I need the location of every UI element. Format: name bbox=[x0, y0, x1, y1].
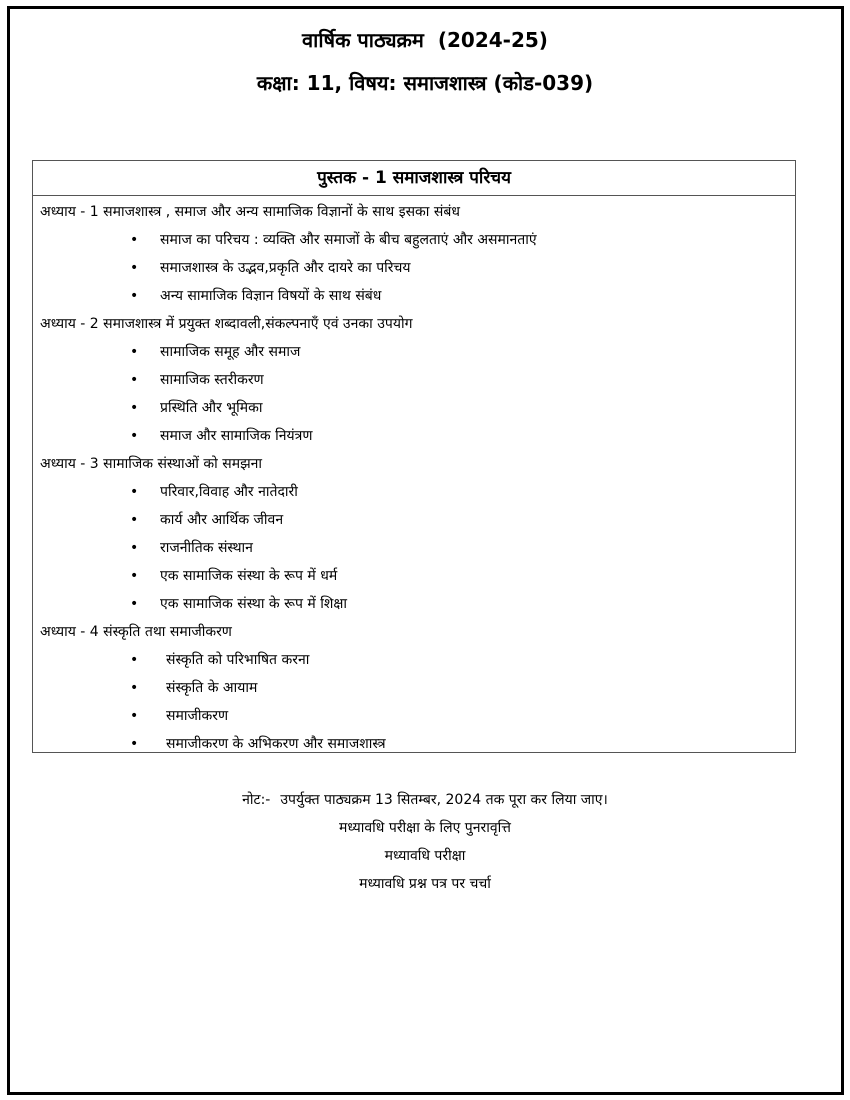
session-text: (2024-25) bbox=[437, 28, 548, 52]
topic-text: समाजीकरण bbox=[166, 708, 229, 724]
bullet-icon: • bbox=[130, 736, 139, 752]
topic-text: समाज का परिचय : व्यक्ति और समाजों के बीच बहुलताएं और असमानताएं bbox=[160, 232, 537, 248]
topic-text: समाजीकरण के अभिकरण और समाजशास्त्र bbox=[166, 736, 386, 752]
topic-item bbox=[33, 562, 795, 590]
bullet-icon: • bbox=[130, 400, 139, 416]
topic-item bbox=[33, 394, 795, 422]
bullet-icon: • bbox=[130, 288, 139, 304]
notes-section bbox=[0, 786, 850, 898]
document-subtitle: कक्षा: 11, विषय: समाजशास्त्र (कोड-039) bbox=[256, 71, 594, 95]
topic-text: परिवार,विवाह और नातेदारी bbox=[160, 484, 298, 500]
topic-text: सामाजिक स्तरीकरण bbox=[160, 372, 264, 388]
topic-item bbox=[33, 506, 795, 534]
topic-text: समाज और सामाजिक नियंत्रण bbox=[160, 428, 313, 444]
topic-text: संस्कृति को परिभाषित करना bbox=[166, 652, 310, 668]
bullet-icon: • bbox=[130, 652, 139, 668]
chapter-title: अध्याय - 1 समाजशास्त्र , समाज और अन्य सामाजिक विज्ञानों के साथ इसका संबंध bbox=[40, 204, 460, 220]
topic-item bbox=[33, 282, 795, 310]
note-line: मध्यावधि परीक्षा bbox=[384, 848, 466, 864]
bullet-icon: • bbox=[130, 708, 139, 724]
topic-item bbox=[33, 534, 795, 562]
topic-item bbox=[33, 226, 795, 254]
bullet-icon: • bbox=[130, 232, 139, 248]
topic-text: एक सामाजिक संस्था के रूप में शिक्षा bbox=[160, 596, 348, 612]
topic-item bbox=[33, 478, 795, 506]
topic-item bbox=[33, 366, 795, 394]
topic-item bbox=[33, 254, 795, 282]
bullet-icon: • bbox=[130, 680, 139, 696]
note-text: उपर्युक्त पाठ्यक्रम 13 सितम्बर, 2024 तक पूरा कर लिया जाए। bbox=[280, 792, 608, 808]
topic-item bbox=[33, 730, 795, 758]
chapter-title: अध्याय - 4 संस्कृति तथा समाजीकरण bbox=[40, 624, 232, 640]
bullet-icon: • bbox=[130, 568, 139, 584]
bullet-icon: • bbox=[130, 344, 139, 360]
bullet-icon: • bbox=[130, 512, 139, 528]
topic-text: प्रस्थिति और भूमिका bbox=[160, 400, 263, 416]
topic-text: संस्कृति के आयाम bbox=[166, 680, 258, 696]
title-text: वार्षिक पाठ्यक्रम bbox=[302, 28, 424, 52]
book-heading: पुस्तक - 1 समाजशास्त्र परिचय bbox=[33, 161, 795, 196]
bullet-icon: • bbox=[130, 260, 139, 276]
topic-text: समाजशास्त्र के उद्भव,प्रकृति और दायरे का परिचय bbox=[160, 260, 411, 276]
chapter-title: अध्याय - 3 सामाजिक संस्थाओं को समझना bbox=[40, 456, 263, 472]
syllabus-body bbox=[33, 196, 795, 758]
syllabus-table bbox=[32, 160, 796, 753]
note-line: मध्यावधि परीक्षा के लिए पुनरावृत्ति bbox=[339, 820, 511, 836]
topic-item bbox=[33, 422, 795, 450]
note-line: मध्यावधि प्रश्न पत्र पर चर्चा bbox=[359, 876, 491, 892]
bullet-icon: • bbox=[130, 428, 139, 444]
document-title bbox=[0, 27, 850, 53]
topic-text: राजनीतिक संस्थान bbox=[160, 540, 253, 556]
topic-item bbox=[33, 590, 795, 618]
topic-text: सामाजिक समूह और समाज bbox=[160, 344, 301, 360]
note-line bbox=[0, 786, 850, 814]
topic-item bbox=[33, 646, 795, 674]
topic-item bbox=[33, 338, 795, 366]
topic-text: एक सामाजिक संस्था के रूप में धर्म bbox=[160, 568, 338, 584]
bullet-icon: • bbox=[130, 372, 139, 388]
bullet-icon: • bbox=[130, 484, 139, 500]
topic-text: कार्य और आर्थिक जीवन bbox=[160, 512, 284, 528]
bullet-icon: • bbox=[130, 540, 139, 556]
topic-text: अन्य सामाजिक विज्ञान विषयों के साथ संबंध bbox=[160, 288, 382, 304]
bullet-icon: • bbox=[130, 596, 139, 612]
topic-item bbox=[33, 702, 795, 730]
note-label: नोट:- bbox=[242, 792, 271, 808]
topic-item bbox=[33, 674, 795, 702]
chapter-title: अध्याय - 2 समाजशास्त्र में प्रयुक्त शब्दावली,संकल्पनाएँ एवं उनका उपयोग bbox=[40, 316, 413, 332]
